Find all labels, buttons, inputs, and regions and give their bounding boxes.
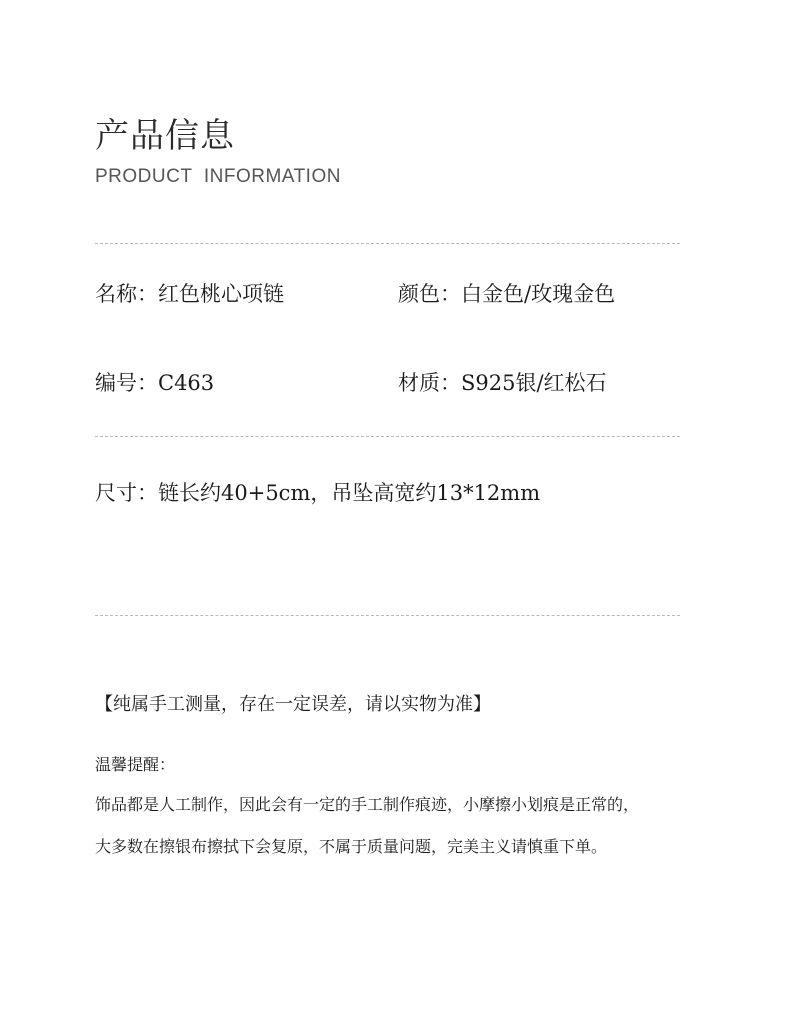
- page-subtitle: PRODUCT INFORMATION: [95, 166, 341, 187]
- product-code: 编号：C463: [95, 371, 215, 395]
- product-name: 名称：红色桃心项链: [95, 282, 284, 306]
- product-color: 颜色：白金色/玫瑰金色: [398, 282, 616, 306]
- reminder-title: 温馨提醒：: [95, 755, 176, 774]
- reminder-line-2: 大多数在擦银布擦拭下会复原，不属于质量问题，完美主义请慎重下单。: [95, 837, 608, 856]
- product-size: 尺寸：链长约40+5cm，吊坠高宽约13*12mm: [95, 481, 541, 505]
- product-material: 材质：S925银/红松石: [398, 371, 607, 395]
- measurement-note: 【纯属手工测量，存在一定误差，请以实物为准】: [95, 694, 491, 715]
- divider-1: [95, 243, 680, 244]
- divider-3: [95, 615, 680, 616]
- page-title: 产品信息: [95, 116, 235, 156]
- reminder-line-1: 饰品都是人工制作，因此会有一定的手工制作痕迹，小摩擦小划痕是正常的，: [95, 795, 640, 814]
- divider-2: [95, 436, 680, 437]
